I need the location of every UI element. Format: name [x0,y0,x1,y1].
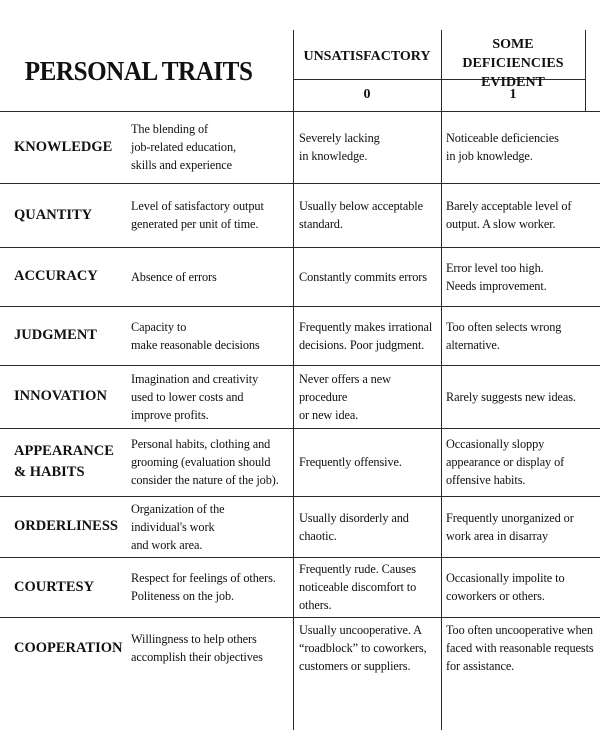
unsatisfactory-description: Frequently offensive. [299,455,402,469]
trait-name: KNOWLEDGE [14,138,113,155]
column-divider [293,30,294,730]
column-header-unsatisfactory: UNSATISFACTORY [303,49,431,64]
trait-name: COOPERATION [14,639,123,656]
trait-definition: Level of satisfactory output generated per unit of time. [131,199,264,231]
page-title: PERSONAL TRAITS [24,56,253,86]
score-some-deficiencies: 1 [509,87,517,102]
some-deficiencies-description: Barely acceptable level of output. A slow worker. [446,199,572,231]
trait-name: QUANTITY [14,206,93,223]
column-header-some-deficiencies: SOME DEFICIENCIES EVIDENT [462,37,564,90]
trait-definition: Capacity to make reasonable decisions [131,319,260,352]
trait-name: INNOVATION [14,388,107,404]
trait-definition: Personal habits, clothing and grooming (evaluation should consider the nature of the job). [131,437,279,487]
score-unsatisfactory: 0 [363,87,371,102]
column-divider [441,30,442,730]
trait-definition: The blending of job-related education, skills and experience [131,122,237,172]
unsatisfactory-description: Frequently makes irrational decisions. Poor judgment. [299,319,433,352]
unsatisfactory-description: Usually uncooperative. A “roadblock” to coworkers, customers or suppliers. [299,623,427,673]
some-deficiencies-description: Frequently unorganized or work area in disarray [446,510,574,543]
trait-name: JUDGMENT [14,327,97,343]
trait-definition: Absence of errors [131,269,217,284]
some-deficiencies-description: Occasionally impolite to coworkers or others. [446,571,565,603]
column-divider [585,30,586,112]
unsatisfactory-description: Usually below acceptable standard. [299,199,423,231]
some-deficiencies-description: Too often selects wrong alternative. [446,319,562,352]
some-deficiencies-description: Noticeable deficiencies in job knowledge. [446,131,559,163]
some-deficiencies-description: Error level too high. Needs improvement. [446,260,547,293]
trait-name: ORDERLINESS [14,518,118,534]
unsatisfactory-description: Frequently rude. Causes noticeable discomfort to others. [299,562,417,612]
unsatisfactory-description: Usually disorderly and chaotic. [299,510,409,543]
some-deficiencies-description: Rarely suggests new ideas. [446,389,576,404]
unsatisfactory-description: Constantly commits errors [299,269,427,284]
trait-definition: Organization of the individual's work and work area. [131,501,225,552]
some-deficiencies-description: Occasionally sloppy appearance or display of offensive habits. [446,437,565,487]
some-deficiencies-description: Too often uncooperative when faced with reasonable requests for assistance. [446,623,594,673]
unsatisfactory-description: Severely lacking in knowledge. [299,131,380,163]
trait-name: ACCURACY [14,268,98,284]
trait-definition: Imagination and creativity used to lower costs and improve profits. [131,371,259,422]
trait-definition: Willingness to help others accomplish their objectives [131,632,263,664]
unsatisfactory-description: Never offers a new procedure or new idea. [299,371,391,422]
trait-name: APPEARANCE & HABITS [14,443,114,480]
trait-definition: Respect for feelings of others. Politeness on the job. [131,571,276,603]
trait-name: COURTESY [14,578,95,595]
